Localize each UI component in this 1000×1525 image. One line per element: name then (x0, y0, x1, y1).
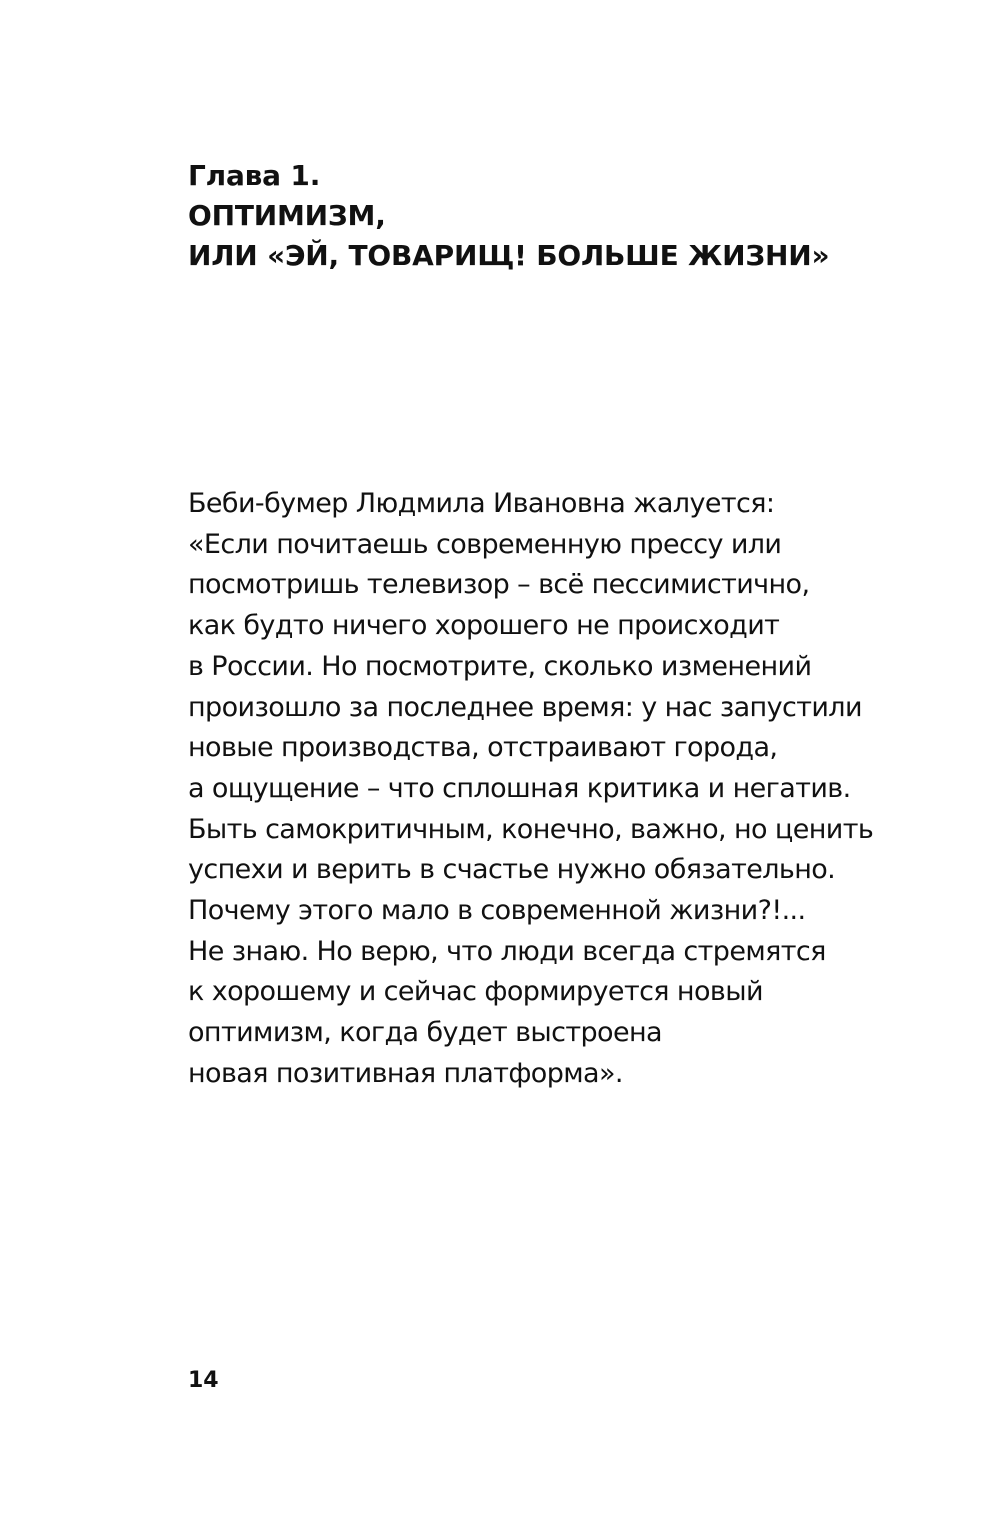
body-line: оптимизм, когда будет выстроена (188, 1017, 662, 1049)
body-line: в России. Но посмотрите, сколько изменений (188, 650, 812, 682)
body-paragraph (188, 484, 948, 1095)
chapter-heading (188, 156, 908, 276)
body-line: успехи и верить в счастье нужно обязательно. (188, 854, 836, 886)
body-line: к хорошему и сейчас формируется новый (188, 976, 763, 1008)
body-line: новые производства, отстраивают города, (188, 732, 778, 764)
chapter-title-line-1: ОПТИМИЗМ, (188, 199, 386, 232)
body-line: новая позитивная платформа». (188, 1057, 623, 1089)
body-line: а ощущение – что сплошная критика и негатив. (188, 772, 851, 804)
body-line: посмотришь телевизор – всё пессимистично, (188, 569, 810, 601)
body-line: «Если почитаешь современную прессу или (188, 528, 782, 560)
page-number: 14 (188, 1368, 219, 1393)
body-line: Быть самокритичным, конечно, важно, но ценить (188, 813, 874, 845)
body-line: как будто ничего хорошего не происходит (188, 610, 780, 642)
chapter-title-line-2: ИЛИ «ЭЙ, ТОВАРИЩ! БОЛЬШЕ ЖИЗНИ» (188, 239, 830, 272)
body-line: Беби-бумер Людмила Ивановна жалуется: (188, 488, 775, 519)
chapter-label: Глава 1. (188, 159, 321, 192)
body-line: Почему этого мало в современной жизни?!... (188, 895, 806, 927)
body-line: Не знаю. Но верю, что люди всегда стремятся (188, 935, 826, 967)
body-line: произошло за последнее время: у нас запустили (188, 691, 862, 723)
